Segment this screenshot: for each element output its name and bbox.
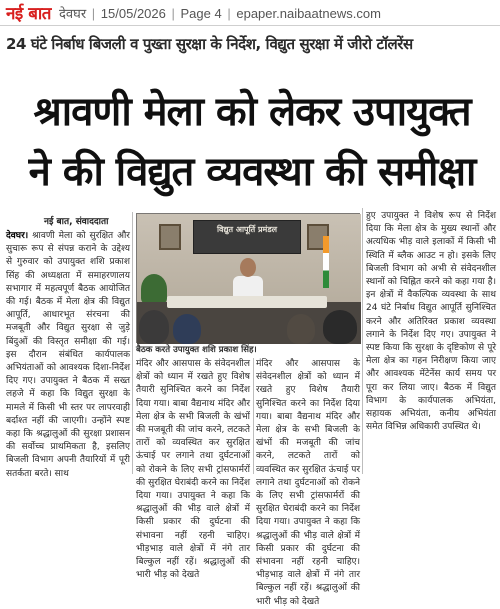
- article-headline: [10, 82, 494, 202]
- column-divider: [362, 208, 363, 474]
- article-column-1: [6, 230, 130, 479]
- column-3-text: हुए उपायुक्त ने विशेष रूप से निर्देश दिया कि मेला क्षेत्र के मुख्य स्थानों और अत्यधिक भीड़ वाले इलाकों में किसी भी स्थिति में ब्लैक आउट न हो। इसके लिए बिजली विभाग को अभी से संवेदनशील स्थानों को चिह्नित करने को कहा गया है। इन क्षेत्रों में वैकल्पिक व्यवस्था के साथ 24 घंटे निर्बाध विद्युत आपूर्ति सुनिश्चित करने और अतिरिक्त प्रकाश व्यवस्था लगाने के निर्देश दिए गए। उपायुक्त ने स्पष्ट किया कि सुरक्षा के दृष्टिकोण से पूरे मेला क्षेत्र का गहन निरीक्षण किया जाए और आवश्यक मेंटेनेंस कार्य समय पर पूरा कर लिया जाए। बैठक में विद्युत विभाग के कार्यपालक अभियंता, सहायक अभियंता, कनीय अभियंता समेत विभिन्न अधिकारी उपस्थित थे।: [366, 211, 496, 433]
- headline-line-2: ने की विद्युत व्यवस्था की समीक्षा: [28, 149, 476, 195]
- article-subheadline: 24 घंटे निर्बाध बिजली व पुख्ता सुरक्षा के निर्देश, विद्युत सुरक्षा में जीरो टॉलरेंस: [6, 35, 413, 53]
- photo-portrait-frame: [159, 224, 181, 250]
- paragraph: [6, 230, 130, 481]
- separator: |: [227, 5, 231, 21]
- separator: |: [91, 5, 96, 21]
- masthead: [0, 0, 500, 26]
- dateline: देवघर।: [6, 231, 29, 241]
- photo-caption: बैठक करते उपायुक्त शशि प्रकाश सिंह।: [136, 345, 257, 355]
- photo-tabletop: [167, 296, 327, 308]
- photo-official-face: [240, 258, 256, 277]
- flag-icon: [323, 236, 329, 288]
- photo-name-board: विद्युत आपूर्ति प्रमंडल: [193, 220, 301, 254]
- byline: नई बात, संवाददाता: [44, 217, 109, 227]
- photo-attendee: [323, 310, 357, 344]
- separator: |: [171, 5, 175, 21]
- photo-attendee: [139, 310, 169, 344]
- photo-attendee: [287, 314, 315, 344]
- newspaper-logo[interactable]: नई बात: [6, 4, 52, 24]
- article-photo[interactable]: [136, 213, 360, 343]
- epaper-site-link[interactable]: epaper.naibaatnews.com: [236, 5, 381, 21]
- column-2b-text: मंदिर और आसपास के संवेदनशील क्षेत्रों को ध्यान में रखते हुए विशेष तैयारी सुनिश्चित करने का निर्देश दिया गया। बाबा वैद्यनाथ मंदिर और मेला क्षेत्र के सभी बिजली के खंभों की मजबूती की जांच करने, लटकते तारों को व्यवस्थित कर सुरक्षित ऊंचाई पर लगाने तथा दुर्घटनाओं को रोकने के लिए सभी ट्रांसफार्मरों की सुरक्षित घेराबंदी करने का निर्देश दिया गया। उपायुक्त ने कहा कि श्रद्धालुओं की भीड़ वाले क्षेत्रों में किसी प्रकार की दुर्घटना की संभावना नहीं रहनी चाहिए। भीड़भाड़ वाले क्षेत्रों में नंगे तार बिल्कुल नहीं रहें। श्रद्धालुओं की भारी भीड़ को देखते: [256, 359, 360, 607]
- photo-attendee: [173, 314, 201, 344]
- article-column-2: [136, 358, 250, 581]
- page-number: Page 4: [180, 5, 222, 21]
- edition-info: [59, 4, 381, 22]
- column-2-text: मंदिर और आसपास के संवेदनशील क्षेत्रों को ध्यान में रखते हुए विशेष तैयारी सुनिश्चित करने का निर्देश दिया गया। बाबा वैद्यनाथ मंदिर और मेला क्षेत्र के सभी बिजली के खंभों की मजबूती की जांच करने, लटकते तारों को व्यवस्थित कर सुरक्षित ऊंचाई पर लगाने तथा दुर्घटनाओं को रोकने के लिए सभी ट्रांसफार्मरों की सुरक्षित घेराबंदी करने का निर्देश दिया गया। उपायुक्त ने कहा कि श्रद्धालुओं की भीड़ वाले क्षेत्रों में किसी प्रकार की दुर्घटना की संभावना नहीं रहनी चाहिए। भीड़भाड़ वाले क्षेत्रों में नंगे तार बिल्कुल नहीं रहें। श्रद्धालुओं की भारी भीड़ को देखते: [136, 359, 250, 581]
- column-1-text: श्रावणी मेला को सुरक्षित और सुचारू रूप से संपन्न कराने के उद्देश्य से गुरुवार को उपायुक्त शशि प्रकाश सिंह की अध्यक्षता में समाहरणालय सभागार में महत्वपूर्ण बैठक आयोजित की गई। बैठक में मेला क्षेत्र की विद्युत आपूर्ति, आधारभूत संरचना की मजबूती और विद्युत सुरक्षा से जुड़े बिंदुओं की विस्तृत समीक्षा की गई। इस दौरान संबंधित कार्यपालक अभियंताओं को आवश्यक दिशा-निर्देश दिए गए। उपायुक्त ने बैठक में सख्त लहजे में कहा कि विद्युत सुरक्षा के मामले में किसी भी स्तर पर लापरवाही बर्दाश्त नहीं की जाएगी। उन्होंने स्पष्ट कहा कि श्रद्धालुओं की सुरक्षा प्रशासन की सर्वोच्च प्राथमिकता है, इसलिए बिजली विभाग अपनी तैयारियों में पूरी सतर्कता बरते। साथ: [6, 231, 130, 479]
- headline-line-1: श्रावणी मेला को लेकर उपायुक्त: [33, 89, 471, 135]
- edition-city: देवघर: [59, 5, 87, 21]
- column-divider: [253, 358, 254, 474]
- article-column-2b: [256, 358, 360, 607]
- article-column-3: [366, 210, 496, 474]
- edition-date: 15/05/2026: [100, 5, 166, 21]
- plant-icon: [141, 274, 167, 304]
- column-divider: [132, 212, 133, 474]
